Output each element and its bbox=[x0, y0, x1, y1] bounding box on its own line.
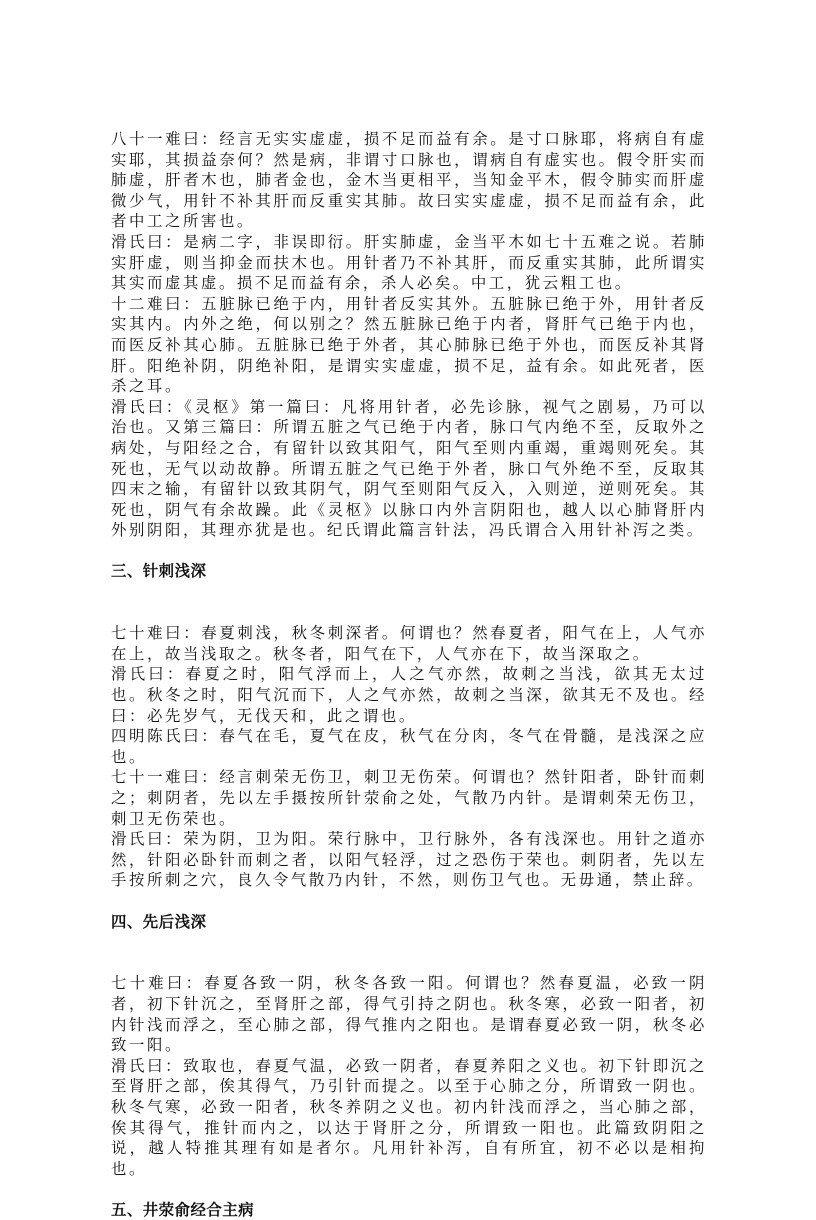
spacer bbox=[111, 541, 707, 562]
section-heading: 三、针刺浅深 bbox=[111, 562, 207, 581]
section-sequence-depth bbox=[111, 912, 707, 1180]
paragraph-70-difficulty-b: 七十难曰：春夏各致一阴，秋冬各致一阳。何谓也？然春夏温，必致一阴者，初下针沉之，至肾肝之部，得气引持之阴也。秋冬寒，必致一阳者，初内针浅而浮之，至心肺之部，得气推内之阳也。是谓春夏必致一阴，秋冬必致一阳。 bbox=[111, 974, 707, 1055]
paragraph-71-difficulty: 七十一难曰：经言刺荣无伤卫，刺卫无伤荣。何谓也？然针阳者，卧针而刺之；刺阴者，先以左手摄按所针荥俞之处，气散乃内针。是谓刺荣无伤卫，刺卫无伤荣也。 bbox=[111, 768, 707, 828]
spacer bbox=[111, 932, 707, 973]
paragraph-hua-commentary-1: 滑氏曰：是病二字，非误即衍。肝实肺虚，金当平木如七十五难之说。若肺实肝虚，则当抑金而扶木也。用针者乃不补其肝，而反重实其肺，此所谓实其实而虚其虚。损不足而益有余，杀人必矣。中工，犹云粗工也。 bbox=[111, 232, 707, 293]
paragraph-70-difficulty: 七十难曰：春夏刺浅，秋冬刺深者。何谓也？然春夏者，阳气在上，人气亦在上，故当浅取之。秋冬者，阳气在下，人气亦在下，故当深取之。 bbox=[111, 624, 707, 663]
spacer bbox=[111, 1179, 707, 1200]
paragraph-hua-commentary-5: 滑氏曰：致取也，春夏气温，必致一阴者，春夏养阳之义也。初下针即沉之至肾肝之部，俟其得气，乃引针而提之。以至于心肺之分，所谓致一阴也。秋冬气寒，必致一阳者，秋冬养阴之义也。初内针浅而浮之，当心肺之部，俟其得气，推针而内之，以达于肾肝之分，所谓致一阳也。此篇致阴阳之说，越人特推其理有如是者尔。凡用针补泻，自有所宜，初不必以是相拘也。 bbox=[111, 1056, 707, 1178]
paragraph-hua-commentary-4: 滑氏曰：荣为阴，卫为阳。荣行脉中，卫行脉外，各有浅深也。用针之道亦然，针阳必卧针而刺之者，以阳气轻浮，过之恐伤于荣也。刺阴者，先以左手按所刺之穴，良久令气散乃内针，不然，则伤卫气也。无毋通，禁止辞。 bbox=[111, 830, 707, 890]
document-page bbox=[111, 129, 707, 1220]
paragraph-12-difficulty: 十二难曰：五脏脉已绝于内，用针者反实其外。五脏脉已绝于外，用针者反实其内。内外之绝，何以别之？然五脏脉已绝于内者，肾肝气已绝于内也，而医反补其心肺。五脏脉已绝于外者，其心肺脉已绝于外也，而医反补其肾肝。阳绝补阴，阴绝补阳，是谓实实虚虚，损不足，益有余。如此死者，医杀之耳。 bbox=[111, 294, 707, 396]
section-continued bbox=[111, 129, 707, 541]
paragraph-81-difficulty: 八十一难曰：经言无实实虚虚，损不足而益有余。是寸口脉耶，将病自有虚实耶，其损益奈何？然是病，非谓寸口脉也，谓病自有虚实也。假令肝实而肺虚，肝者木也，肺者金也，金木当更相平，当知金平木，假令肺实而肝虚微少气，用针不补其肝而反重实其肺。故曰实实虚虚，损不足而益有余，此者中工之所害也。 bbox=[111, 130, 707, 231]
spacer bbox=[111, 891, 707, 912]
spacer bbox=[111, 582, 707, 623]
section-heading: 五、井荥俞经合主病 bbox=[111, 1200, 255, 1219]
paragraph-hua-commentary-3: 滑氏曰：春夏之时，阳气浮而上，人之气亦然，故刺之当浅，欲其无太过也。秋冬之时，阳气沉而下，人之气亦然，故刺之当深，欲其无不及也。经曰：必先岁气，无伐天和，此之谓也。 bbox=[111, 665, 707, 725]
section-five-shu-points bbox=[111, 1200, 707, 1220]
paragraph-chen-commentary: 四明陈氏曰：春气在毛，夏气在皮，秋气在分肉，冬气在骨髓，是浅深之应也。 bbox=[111, 727, 707, 766]
section-heading: 四、先后浅深 bbox=[111, 912, 207, 931]
section-needling-depth bbox=[111, 561, 707, 891]
paragraph-hua-commentary-2: 滑氏曰：《灵枢》第一篇曰：凡将用针者，必先诊脉，视气之剧易，乃可以治也。又第三篇曰：所谓五脏之气已绝于内者，脉口气内绝不至，反取外之病处，与阳经之合，有留针以致其阳气，阳气至则内重竭，重竭则死矣。其死也，无气以动故静。所谓五脏之气已绝于外者，脉口气外绝不至，反取其四末之输，有留针以致其阴气，阴气至则阳气反入，入则逆，逆则死矣。其死也，阴气有余故躁。此《灵枢》以脉口内外言阴阳也，越人以心肺肾肝内外别阴阳，其理亦犹是也。纪氏谓此篇言针法，冯氏谓合入用针补泻之类。 bbox=[111, 397, 707, 540]
